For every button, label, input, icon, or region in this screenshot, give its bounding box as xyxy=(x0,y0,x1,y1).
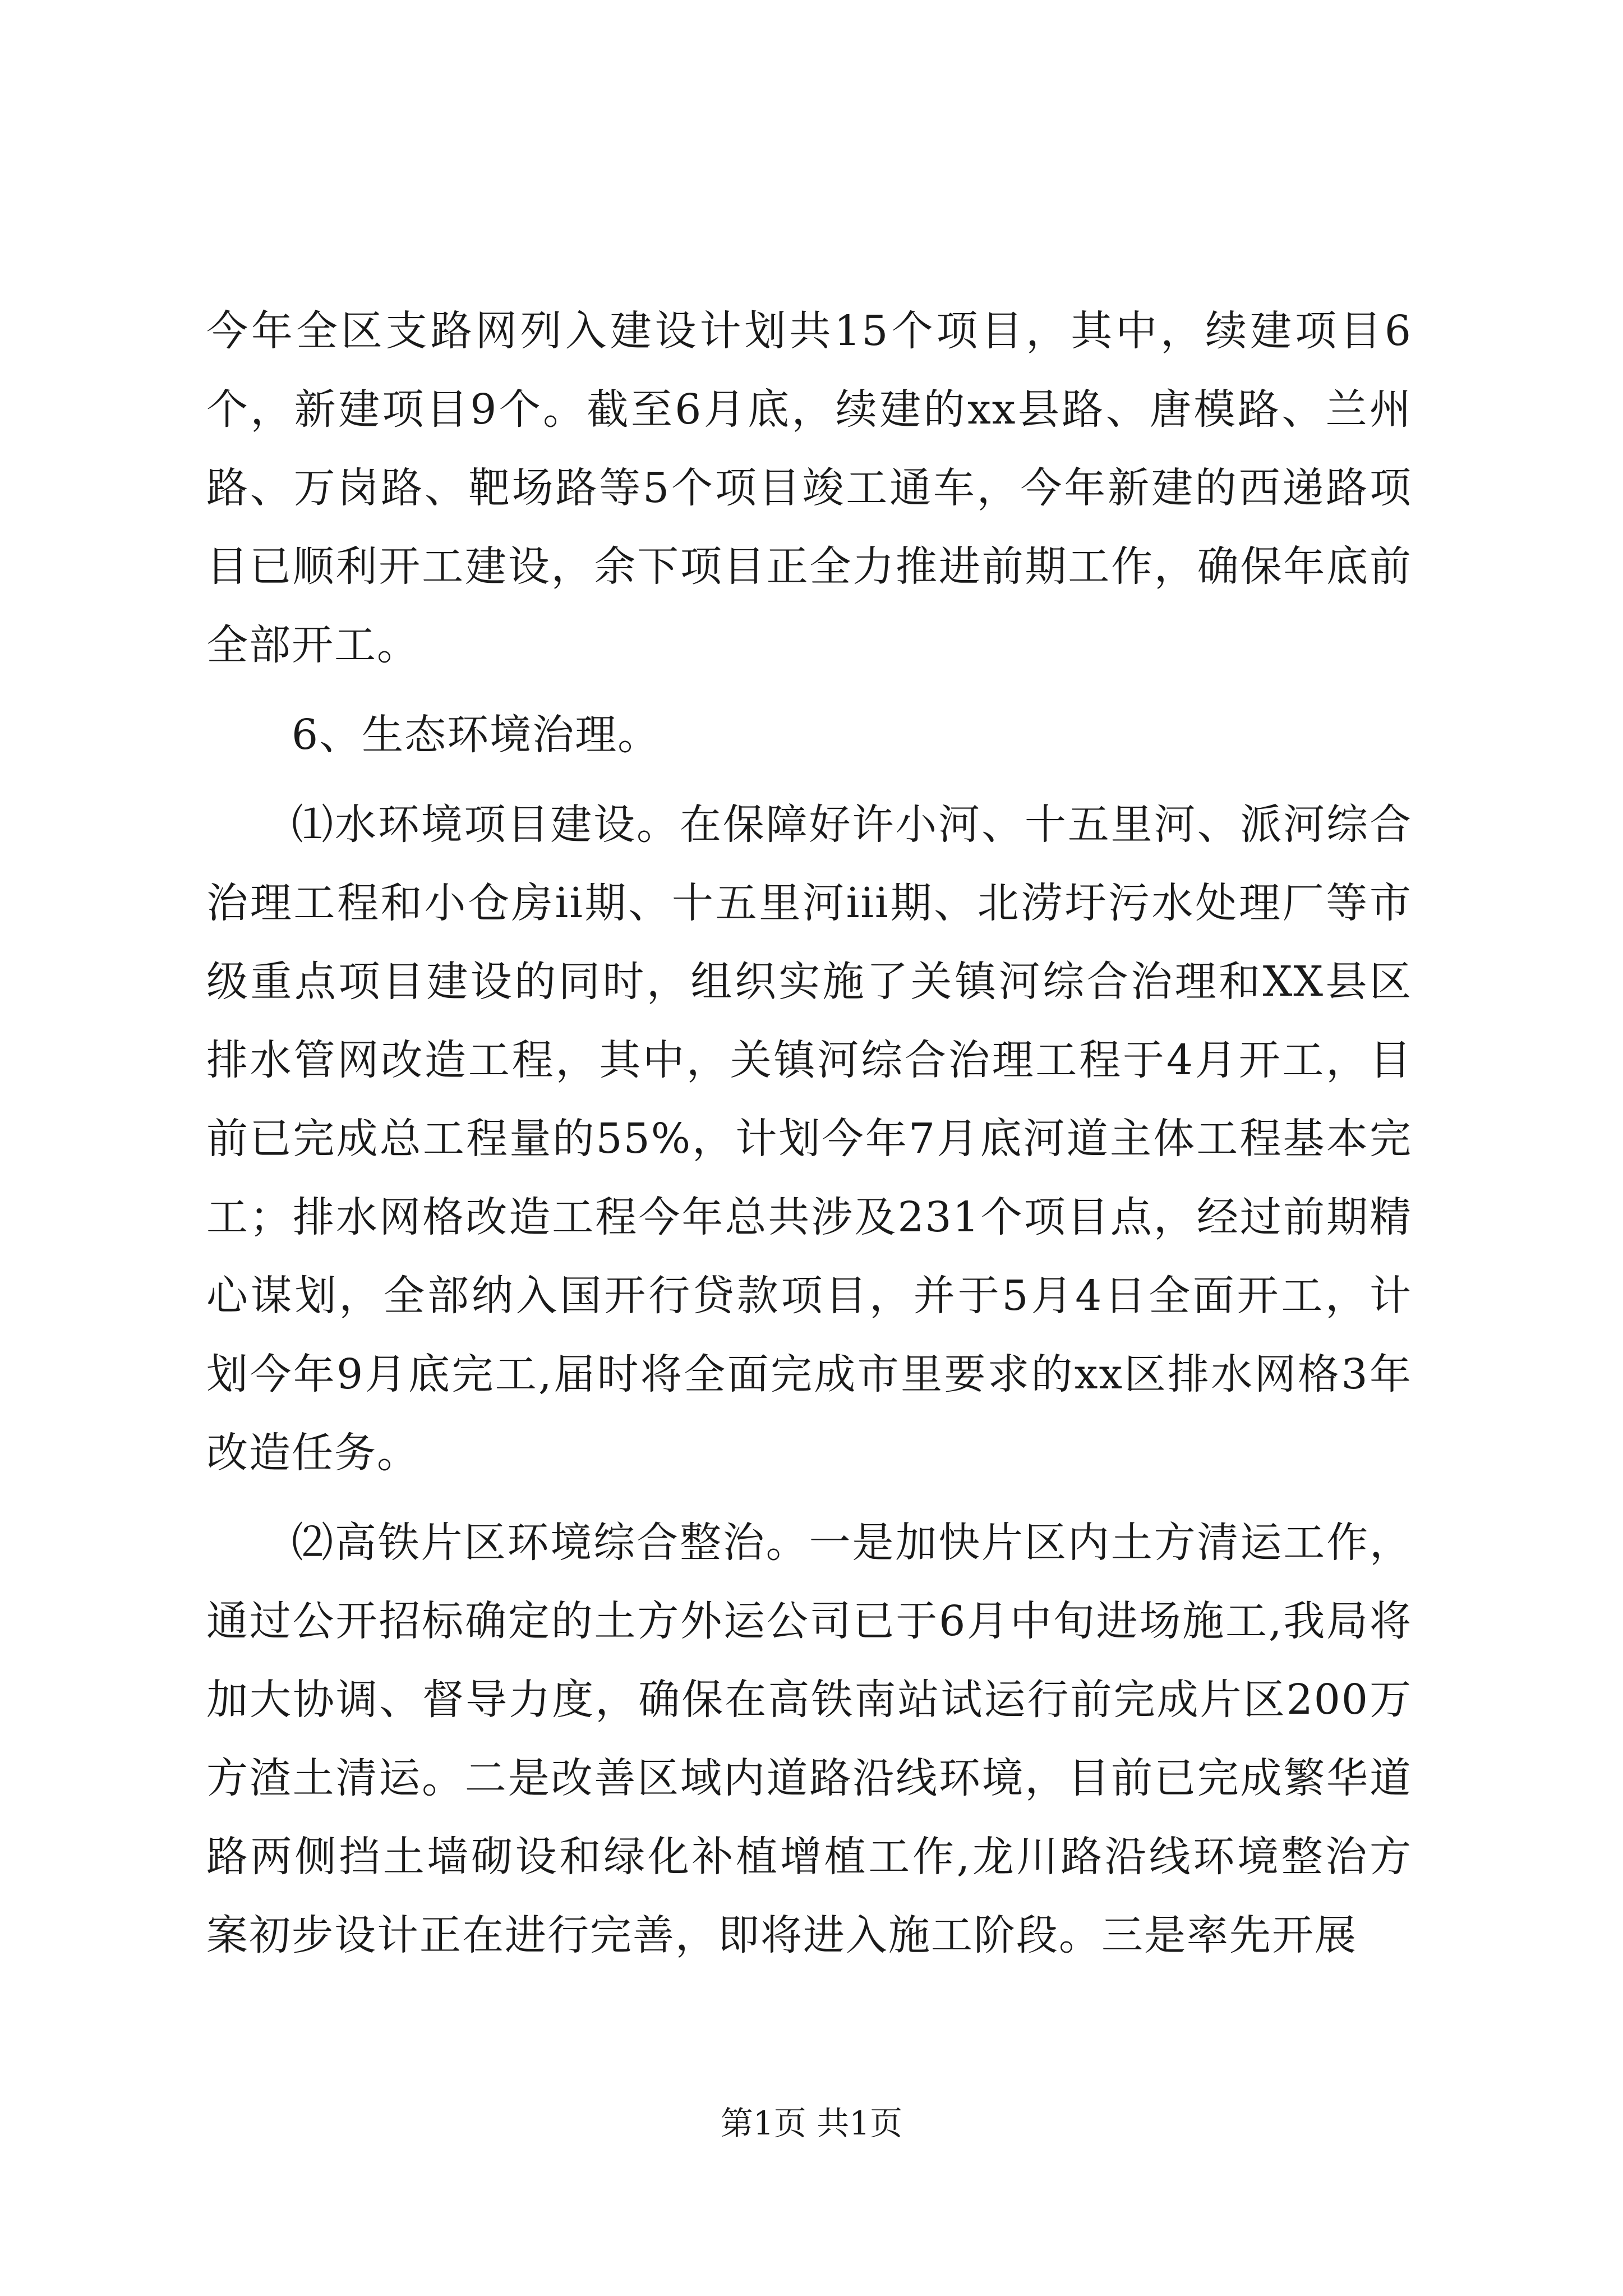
paragraph-road-projects: 今年全区支路网列入建设计划共15个项目，其中，续建项目6个，新建项目9个。截至6月底，续建的xx县路、唐模路、兰州路、万岗路、靶场路等5个项目竣工通车，今年新建的西递路项目已顺利开工建设，余下项目正全力推进前期工作，确保年底前全部开工。 xyxy=(206,307,1412,669)
paragraph-high-speed-rail-area: ⑵高铁片区环境综合整治。一是加快片区内土方清运工作，通过公开招标确定的土方外运公司已于6月中旬进场施工,我局将加大协调、督导力度，确保在高铁南站试运行前完成片区200万方渣土清运。二是改善区域内道路沿线环境，目前已完成繁华道路两侧挡土墙砌设和绿化补植增植工作,龙川路沿线环境整治方案初步设计正在进行完善，即将进入施工阶段。三是率先开展 xyxy=(206,1519,1412,1959)
document-body xyxy=(206,292,1412,1975)
page-footer: 第1页 共1页 xyxy=(720,2104,903,2142)
paragraph-section-heading: 6、生态环境治理。 xyxy=(292,711,661,759)
paragraph-water-environment: ⑴水环境项目建设。在保障好许小河、十五里河、派河综合治理工程和小仓房ii期、十五里河iii期、北涝圩污水处理厂等市级重点项目建设的同时，组织实施了关镇河综合治理和XX县区排水管网改造工程，其中，关镇河综合治理工程于4月开工，目前已完成总工程量的55%，计划今年7月底河道主体工程基本完工；排水网格改造工程今年总共涉及231个项目点，经过前期精心谋划，全部纳入国开行贷款项目，并于5月4日全面开工，计划今年9月底完工,届时将全面完成市里要求的xx区排水网格3年改造任务。 xyxy=(206,800,1412,1477)
